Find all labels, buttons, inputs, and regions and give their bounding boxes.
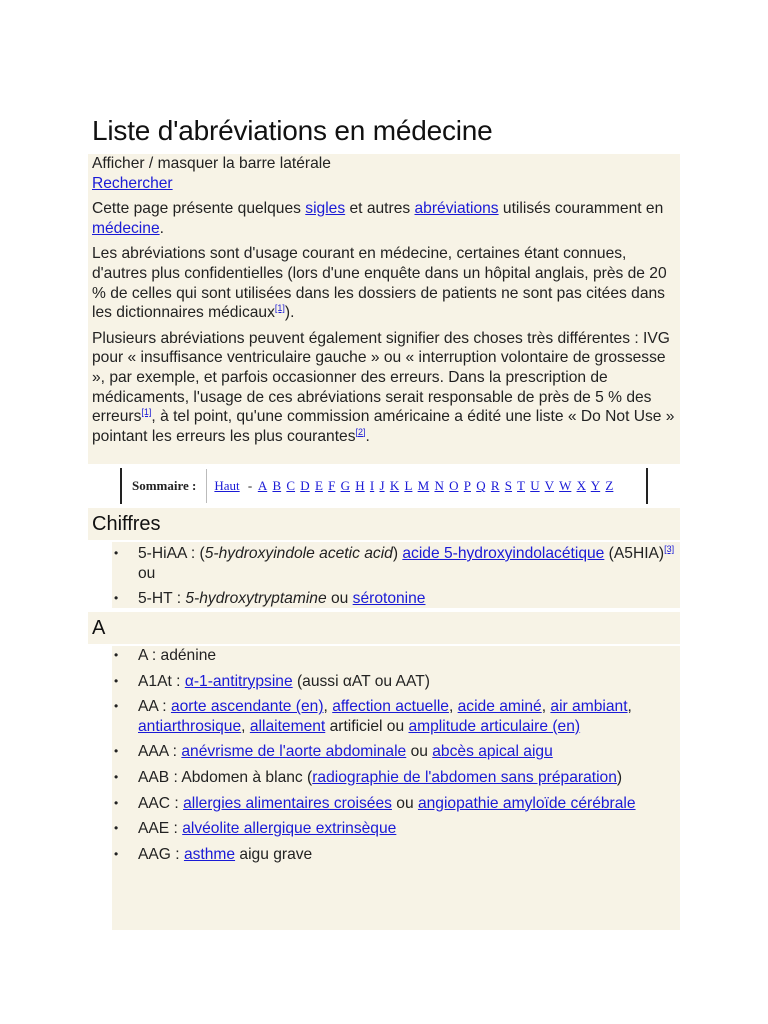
link-abreviations[interactable]: abréviations (414, 200, 499, 218)
toc-link-r[interactable]: R (490, 478, 500, 493)
toc-link-z[interactable]: Z (605, 478, 614, 493)
item-text: , (627, 698, 632, 716)
section-heading-chiffres: Chiffres (88, 508, 680, 540)
toc-link-o[interactable]: O (449, 478, 459, 493)
ref-1[interactable]: [1] (274, 302, 285, 313)
toc-link-i[interactable]: I (369, 478, 375, 493)
a-list (112, 646, 680, 870)
toc-link-k[interactable]: K (389, 478, 400, 493)
sidebar-toggle[interactable]: Afficher / masquer la barre latérale (92, 155, 331, 172)
link-angiopathie-amyloide-cerebrale[interactable]: angiopathie amyloïde cérébrale (417, 794, 636, 812)
bullet-icon: • (114, 744, 119, 759)
item-text: A1At : (138, 672, 185, 690)
item-text: AAC : (138, 794, 184, 812)
item-text: ou (326, 590, 353, 608)
list-item (112, 845, 680, 865)
table-of-contents (120, 468, 648, 504)
list-item (112, 544, 680, 583)
item-text: , (323, 698, 333, 716)
intro-text: , à tel point, qu'une commission américaine a édité une liste « Do Not Use » pointant les erreurs les plus courantes (92, 408, 675, 445)
toc-link-w[interactable]: W (559, 478, 572, 493)
intro-text: . (159, 219, 164, 237)
toc-link-d[interactable]: D (300, 478, 310, 493)
list-item (112, 646, 680, 666)
link-allergies-alimentaires-croisees[interactable]: allergies alimentaires croisées (183, 794, 392, 812)
toc-link-u[interactable]: U (530, 478, 540, 493)
item-text: AA : (138, 698, 171, 716)
link-alveolite-allergique-extrinseque[interactable]: alvéolite allergique extrinsèque (182, 820, 397, 838)
intro-paragraph-2 (92, 244, 676, 322)
ref-1[interactable]: [1] (141, 406, 152, 417)
item-text: 5-HiAA : ( (138, 545, 205, 562)
bullet-icon: • (114, 821, 119, 836)
list-item (112, 768, 680, 788)
link-radiographie-abdomen[interactable]: radiographie de l'abdomen sans préparation (312, 768, 617, 786)
toc-link-h[interactable]: H (355, 478, 365, 493)
link-alpha-1-antitrypsine[interactable]: α-1-antitrypsine (184, 672, 293, 690)
toc-link-c[interactable]: C (286, 478, 296, 493)
link-asthme[interactable]: asthme (183, 845, 236, 863)
bullet-icon: • (114, 546, 119, 560)
item-text: aigu grave (235, 845, 313, 863)
item-text: ou (391, 794, 418, 812)
item-text: AAA : (138, 743, 182, 761)
item-text: (A5HIA) (604, 545, 665, 562)
item-text: A : adénine (138, 647, 217, 664)
link-aorte-ascendante[interactable]: aorte ascendante (en) (170, 698, 324, 716)
item-text: 5-HT : (138, 590, 186, 608)
ref-3[interactable]: [3] (664, 543, 675, 554)
intro-text: utilisés couramment en (498, 200, 664, 218)
link-amplitude-articulaire[interactable]: amplitude articulaire (408, 717, 549, 735)
item-text: ) (616, 768, 623, 786)
list-item (112, 794, 680, 814)
toc-link-e[interactable]: E (314, 478, 323, 493)
item-text: , (448, 698, 458, 716)
item-text: AAG : (138, 845, 184, 863)
toc-dash: - (247, 478, 253, 493)
toc-link-f[interactable]: F (328, 478, 336, 493)
toc-label: Sommaire : (132, 478, 197, 493)
item-text: AAE : (138, 820, 183, 838)
item-text: , (541, 698, 551, 716)
link-sigles[interactable]: sigles (305, 200, 346, 218)
intro-paragraph-1 (92, 199, 676, 238)
toc-link-g[interactable]: G (340, 478, 351, 493)
list-item (112, 819, 680, 839)
link-medecine[interactable]: médecine (92, 219, 160, 237)
bullet-icon: • (114, 846, 119, 861)
link-anevrisme-aorte-abdominale[interactable]: anévrisme de l'aorte abdominale (181, 743, 407, 761)
toc-letters (214, 478, 615, 494)
intro-text: ). (284, 304, 295, 322)
list-item (112, 697, 680, 736)
search-link[interactable]: Rechercher (92, 174, 173, 192)
toc-link-p[interactable]: P (463, 478, 471, 493)
section-heading-a: A (88, 612, 680, 644)
toc-link-m[interactable]: M (417, 478, 430, 493)
intro-block (88, 154, 680, 464)
bullet-icon: • (114, 699, 119, 714)
item-italic: 5-hydroxytryptamine (185, 590, 327, 608)
item-text: AAB : Abdomen à blanc ( (138, 768, 313, 786)
list-item (112, 672, 680, 692)
link-serotonine[interactable]: sérotonine (352, 590, 426, 608)
link-amplitude-articulaire-en[interactable]: (en) (548, 717, 581, 735)
toc-link-x[interactable]: X (576, 478, 586, 493)
toc-link-a[interactable]: A (257, 478, 268, 493)
link-abces-apical-aigu[interactable]: abcès apical aigu (432, 743, 553, 761)
toc-link-y[interactable]: Y (590, 478, 601, 493)
item-text: ou (138, 564, 156, 582)
link-air-ambiant[interactable]: air ambiant (550, 698, 628, 716)
intro-text: et autres (345, 200, 415, 218)
toc-link-j[interactable]: J (379, 478, 385, 493)
bullet-icon: • (114, 648, 119, 662)
item-italic: 5-hydroxyindole acetic acid (204, 545, 393, 562)
intro-text: Plusieurs abréviations peuvent également signifier des choses très différentes : IVG pour « insuffisance ventriculaire gauche » ou « interruption volontaire de grossesse », par exemple, et parfois occasionner des erreurs. Dans la prescription de médicaments, l'usage de ces abréviations serait responsable de près de 5 % des erreurs (92, 329, 670, 426)
chiffres-list (112, 544, 680, 615)
bullet-icon: • (114, 769, 119, 784)
ref-2[interactable]: [2] (355, 426, 366, 437)
list-item (112, 589, 680, 609)
intro-text: Cette page présente quelques (92, 200, 306, 218)
list-item (112, 742, 680, 762)
toc-link-t[interactable]: T (517, 478, 525, 493)
item-text: ou (406, 743, 433, 761)
link-acide-amine[interactable]: acide aminé (457, 698, 542, 716)
item-text: , (241, 717, 250, 735)
bullet-icon: • (114, 795, 119, 810)
item-text: (aussi αAT ou AAT) (292, 672, 430, 690)
toc-link-q[interactable]: Q (476, 478, 486, 493)
toc-link-l[interactable]: L (404, 478, 413, 493)
bullet-icon: • (114, 673, 119, 688)
toc-link-n[interactable]: N (434, 478, 444, 493)
toc-link-b[interactable]: B (272, 478, 282, 493)
link-acide-5-hydroxyindolacetique[interactable]: acide 5-hydroxyindolacétique (402, 545, 605, 562)
item-text: ) (392, 545, 403, 562)
toc-link-v[interactable]: V (544, 478, 555, 493)
intro-text: Les abréviations sont d'usage courant en médecine, certaines étant connues, d'autres plus confidentielles (lors d'une enquête dans un hôpital anglais, près de 20 % de celles qui sont utilisées dans les dossiers de patients ne sont pas citées dans les dictionnaires médicaux (92, 245, 667, 322)
toc-divider (206, 469, 207, 503)
toc-link-haut[interactable]: Haut (214, 478, 240, 493)
bullet-icon: • (114, 591, 119, 606)
intro-text: . (365, 427, 370, 445)
link-allaitement[interactable]: allaitement (249, 717, 326, 735)
link-antiarthrosique[interactable]: antiarthrosique (138, 717, 242, 735)
intro-paragraph-3 (92, 329, 676, 447)
link-affection-actuelle[interactable]: affection actuelle (332, 698, 449, 716)
page-title: Liste d'abréviations en médecine (92, 115, 493, 146)
item-text: artificiel ou (325, 717, 409, 735)
toc-link-s[interactable]: S (504, 478, 513, 493)
